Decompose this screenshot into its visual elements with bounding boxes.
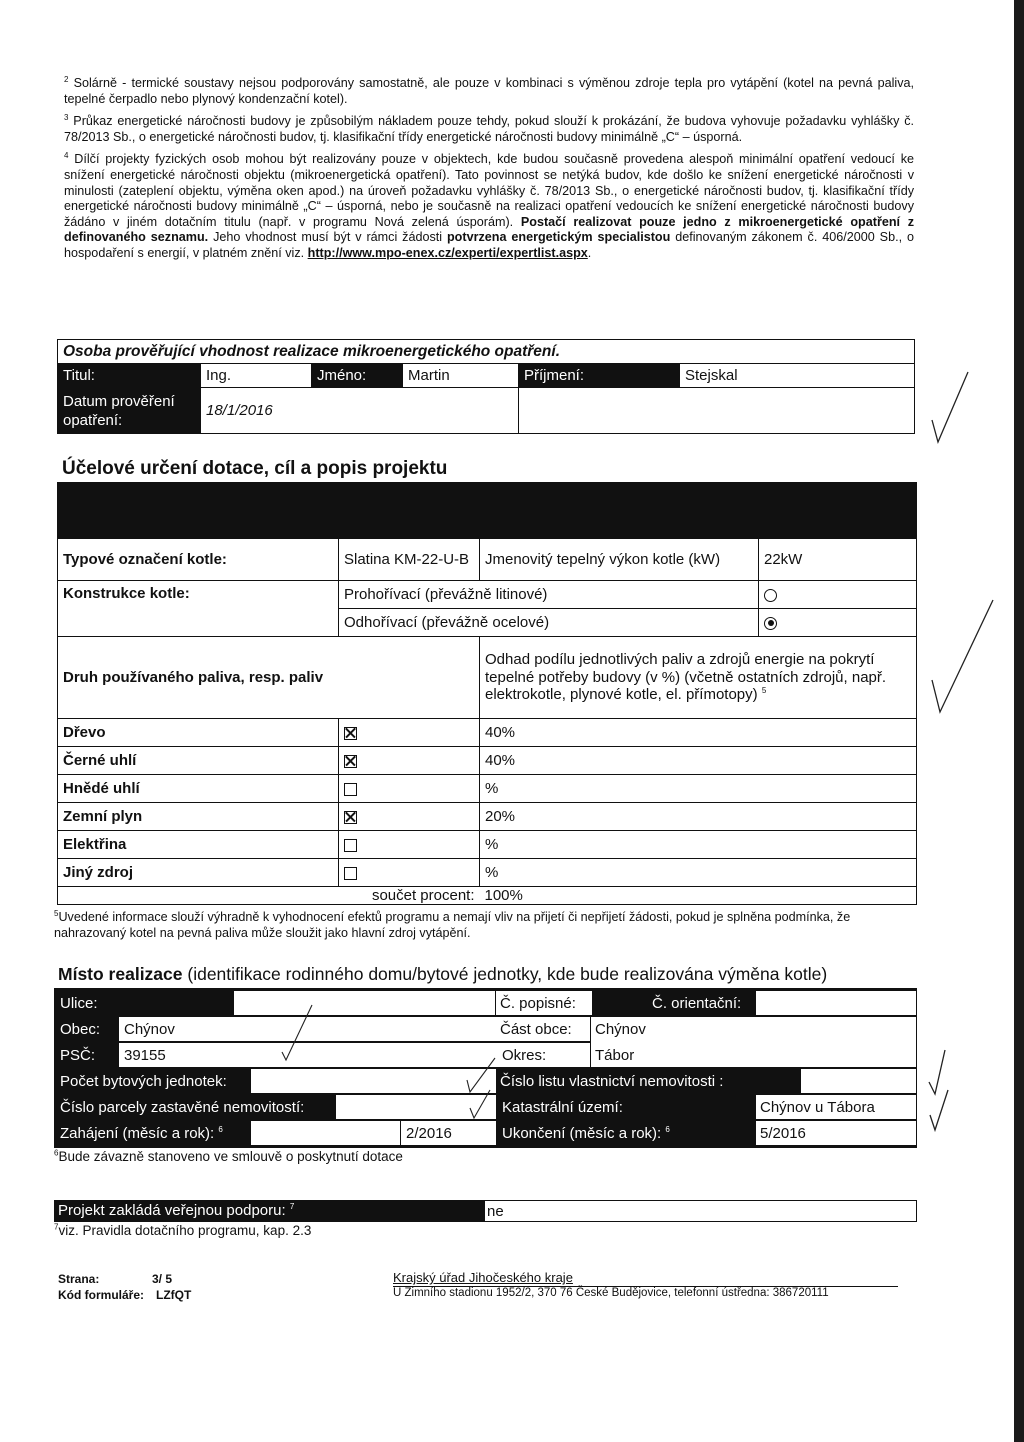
- fuel-share[interactable]: %: [480, 831, 917, 859]
- footnotes: [64, 76, 914, 269]
- units-row: [250, 1068, 497, 1094]
- footnote-2: $^2$ Solárně - termické soustavy nejsou podporovány samostatně, ale pouze v kombinaci s výměnou zdroje tepla pro vytápění (kotel na pevná paliva, tepelné čerpadlo nebo plynový kondenzační kotel).: [64, 74, 914, 106]
- date-label: Datum prověření opatření:: [58, 388, 201, 434]
- zip-label: PSČ:: [60, 1047, 96, 1064]
- office-name: Krajský úřad Jihočeského kraje: [393, 1270, 573, 1285]
- date-empty: [519, 388, 915, 434]
- purpose-heading: Účelové určení dotace, cíl a popis projektu: [62, 458, 448, 479]
- units-label: Počet bytových jednotek:: [60, 1073, 227, 1090]
- end-value[interactable]: 5/2016: [760, 1125, 806, 1142]
- lv-label: Číslo listu vlastnictví nemovitosti :: [500, 1073, 724, 1090]
- footnote-5: $^5$Uvedené informace slouží výhradně k vyhodnocení efektů programu a nemají vliv na přijetí či nepřijetí žádosti, pokud je splněna podmínka, že nahrazovaný kotel na pevná paliva může sloužit jako hlavní zdroj vytápění.: [54, 908, 851, 940]
- date-value[interactable]: 18/1/2016: [201, 388, 519, 434]
- fuel-share[interactable]: 40%: [480, 719, 917, 747]
- start-label: Zahájení (měsíc a rok): $^6$: [60, 1125, 223, 1142]
- location-heading: Místo realizace (identifikace rodinného domu/bytové jednotky, kde bude realizována výměna kotle): [58, 964, 828, 984]
- fuel-checkbox[interactable]: [339, 775, 480, 803]
- type-label: Typové označení kotle:: [58, 539, 339, 581]
- cadastre-label: Katastrální území:: [502, 1099, 623, 1116]
- sum-value: 100%: [480, 887, 917, 905]
- footnote-7: $^7$viz. Pravidla dotačního programu, kap. 2.3: [54, 1222, 312, 1238]
- share-label: Odhad podílu jednotlivých paliv a zdrojů energie na pokrytí tepelné potřeby budovy (v %) (včetně ostatních zdrojů, např. elektrokotle, plynové kotle, el. přímotopy) $^5$: [480, 637, 917, 719]
- fuel-checkbox[interactable]: [339, 719, 480, 747]
- zip-value[interactable]: 39155: [124, 1047, 166, 1064]
- form-label: Kód formuláře:: [58, 1288, 145, 1302]
- fuel-share[interactable]: %: [480, 859, 917, 887]
- district-value[interactable]: Tábor: [595, 1047, 635, 1064]
- part-label: Část obce:: [500, 1021, 572, 1038]
- surname-label: Příjmení:: [519, 364, 680, 388]
- fuel-checkbox[interactable]: [339, 803, 480, 831]
- fuel-checkbox[interactable]: [339, 747, 480, 775]
- option-radio-1[interactable]: [759, 581, 917, 609]
- co-label: Č. orientační:: [652, 995, 742, 1012]
- expertlist-link[interactable]: http://www.mpo-enex.cz/experti/expertlist.aspx: [307, 245, 588, 260]
- name-value[interactable]: Martin: [403, 364, 519, 388]
- fuel-name: Jiný zdroj: [58, 859, 339, 887]
- fuel-name: Černé uhlí: [58, 747, 339, 775]
- fuel-checkbox[interactable]: [339, 859, 480, 887]
- option-radio-2[interactable]: [759, 609, 917, 637]
- sum-label: součet procent:: [58, 887, 480, 905]
- surname-value[interactable]: Stejskal: [680, 364, 915, 388]
- part-value[interactable]: Chýnov: [595, 1021, 646, 1038]
- office-address: U Zimního stadionu 1952/2, 370 76 České Budějovice, telefonní ústředna: 386720111: [393, 1286, 898, 1299]
- footnote-3: $^3$ Průkaz energetické náročnosti budovy je způsobilým nákladem pouze tehdy, pokud slouží k prokázání, že budova vyhovuje požadavku vyhlášky č. 78/2013 Sb., o energetické náročnosti budov, tj. klasifikační třídy energetické náročnosti budovy minimálně „C“ – úsporná.: [64, 113, 915, 144]
- construction-label: Konstrukce kotle:: [58, 581, 339, 637]
- option-label-2: Odhořívací (převážně ocelové): [339, 609, 759, 637]
- start-value[interactable]: 2/2016: [406, 1125, 452, 1142]
- option-label-1: Prohořívací (převážně litinové): [339, 581, 759, 609]
- type-value[interactable]: Slatina KM-22-U-B: [339, 539, 480, 581]
- support-value[interactable]: ne: [487, 1203, 504, 1220]
- district-label: Okres:: [502, 1047, 547, 1064]
- cp-label: Č. popisné:: [500, 995, 576, 1012]
- street-label: Ulice:: [60, 995, 98, 1012]
- end-label: Ukončení (měsíc a rok): $^6$: [502, 1125, 670, 1142]
- town-value[interactable]: Chýnov: [124, 1021, 175, 1038]
- fuel-label: Druh používaného paliva, resp. paliv: [58, 637, 480, 719]
- footnote-4: $^4$ Dílčí projekty fyzických osob mohou být realizovány pouze v objektech, kde budou současně provedena alespoň minimální opatření vedoucí ke snížení energetické náročnosti objektu (mikroenergetická opatření). Tato povinnost se netýká budov, kde došlo ke snížení energetické náročnosti v minulosti (zateplení objektu, výměna oken apod.) na úroveň požadavku vyhlášky č. 78/2013 Sb., o energetické náročnosti budov, tj. klasifikační třídy energetické náročnosti budovy minimálně „C“ – úsporná, nebo je současně na realizaci opatření vedoucích ke snížení energetické náročnosti budovy žádáno v jiném dotačním titulu (např. v programu Nová zelená úsporám). Postačí realizovat pouze jedno z mikroenergetické opatření z definovaného seznamu. Jeho vhodnost musí být v rámci žádosti potvrzena energetickým specialistou definovaným zákonem č. 406/2000 Sb., o hospodaření s energií, v platném znění viz. http://www.mpo-enex.cz/experti/expertlist.aspx.: [64, 151, 915, 260]
- form-value: LZfQT: [156, 1288, 192, 1302]
- verifier-table: [57, 339, 915, 434]
- boiler-table: [57, 538, 917, 905]
- power-label: Jmenovitý tepelný výkon kotle (kW): [480, 539, 759, 581]
- fuel-name: Dřevo: [58, 719, 339, 747]
- page-value: 3/ 5: [152, 1272, 173, 1286]
- purpose-black-bar: [57, 482, 917, 538]
- page-label: Strana:: [58, 1272, 100, 1286]
- town-label: Obec:: [60, 1021, 101, 1038]
- fuel-name: Zemní plyn: [58, 803, 339, 831]
- parcel-label: Číslo parcely zastavěné nemovitostí:: [60, 1099, 305, 1116]
- title-label: Titul:: [58, 364, 201, 388]
- street-value[interactable]: [233, 990, 497, 1016]
- support-label: Projekt zakládá veřejnou podporu: $^7$: [58, 1202, 295, 1219]
- cadastre-value[interactable]: Chýnov u Tábora: [760, 1099, 875, 1116]
- support-value-box: [484, 1200, 917, 1222]
- fuel-share[interactable]: 40%: [480, 747, 917, 775]
- co-value[interactable]: [755, 990, 917, 1016]
- title-value[interactable]: Ing.: [201, 364, 312, 388]
- cp-value[interactable]: [625, 990, 649, 1016]
- power-value[interactable]: 22kW: [759, 539, 917, 581]
- lv-value[interactable]: [800, 1068, 917, 1094]
- name-label: Jméno:: [312, 364, 403, 388]
- fuel-name: Hnědé uhlí: [58, 775, 339, 803]
- fuel-checkbox[interactable]: [339, 831, 480, 859]
- fuel-name: Elektřina: [58, 831, 339, 859]
- fuel-share[interactable]: 20%: [480, 803, 917, 831]
- footnote-6: $^6$Bude závazně stanoveno ve smlouvě o poskytnutí dotace: [54, 1148, 403, 1164]
- scan-edge: [1014, 0, 1024, 1442]
- verifier-heading: Osoba prověřující vhodnost realizace mikroenergetického opatření.: [58, 340, 915, 364]
- fuel-share[interactable]: %: [480, 775, 917, 803]
- parcel-row: [335, 1094, 497, 1120]
